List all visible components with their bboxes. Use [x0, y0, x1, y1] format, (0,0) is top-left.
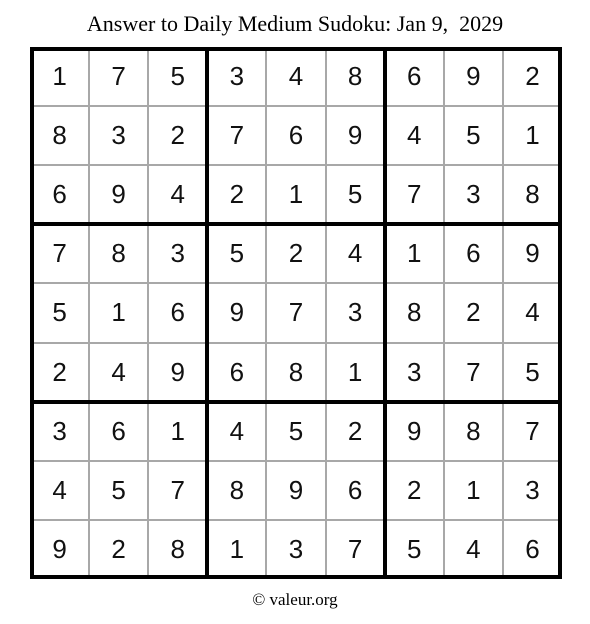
- sudoku-cell: 1: [288, 179, 304, 210]
- sudoku-cell: 6: [347, 474, 363, 505]
- sudoku-cell: 5: [288, 415, 304, 446]
- sudoku-cell: 9: [111, 179, 126, 210]
- grid-line-horizontal: [30, 342, 562, 344]
- sudoku-board: [30, 47, 562, 579]
- sudoku-cell: 7: [52, 238, 67, 269]
- sudoku-cell: 6: [288, 120, 304, 151]
- box-divider-horizontal: [30, 400, 562, 404]
- sudoku-cell: 2: [466, 297, 481, 328]
- box-divider-horizontal: [30, 575, 562, 579]
- sudoku-cell: 8: [406, 297, 422, 328]
- sudoku-cell: 2: [347, 415, 363, 446]
- grid-line-horizontal: [30, 460, 562, 462]
- grid-line-horizontal: [30, 105, 562, 107]
- grid-line-vertical: [502, 47, 504, 579]
- sudoku-cell: 5: [52, 297, 67, 328]
- sudoku-cell: 6: [466, 238, 481, 269]
- sudoku-cell: 3: [347, 297, 363, 328]
- sudoku-cell: 5: [347, 179, 363, 210]
- sudoku-cell: 6: [52, 179, 67, 210]
- sudoku-cell: 2: [288, 238, 304, 269]
- grid-line-vertical: [265, 47, 267, 579]
- sudoku-cell: 2: [406, 474, 422, 505]
- sudoku-cell: 7: [406, 179, 422, 210]
- box-divider-vertical: [205, 47, 209, 579]
- sudoku-cell: 3: [466, 179, 481, 210]
- sudoku-cell: 1: [406, 238, 422, 269]
- sudoku-cell: 1: [466, 474, 481, 505]
- sudoku-cell: 8: [170, 533, 185, 564]
- sudoku-cell: 4: [52, 474, 67, 505]
- grid-line-horizontal: [30, 164, 562, 166]
- box-divider-horizontal: [30, 222, 562, 226]
- sudoku-cell: 6: [525, 533, 540, 564]
- sudoku-cell: 2: [229, 179, 245, 210]
- sudoku-cell: 4: [347, 238, 363, 269]
- sudoku-cell: 4: [406, 120, 422, 151]
- sudoku-cell: 6: [111, 415, 126, 446]
- sudoku-cell: 4: [170, 179, 185, 210]
- grid-line-horizontal: [30, 519, 562, 521]
- sudoku-cell: 8: [525, 179, 540, 210]
- sudoku-cell: 7: [525, 415, 540, 446]
- sudoku-cell: 9: [525, 238, 540, 269]
- sudoku-cell: 6: [406, 61, 422, 92]
- sudoku-cell: 8: [288, 356, 304, 387]
- sudoku-cell: 9: [288, 474, 304, 505]
- sudoku-cell: 1: [229, 533, 245, 564]
- sudoku-cell: 2: [525, 61, 540, 92]
- sudoku-cell: 5: [111, 474, 126, 505]
- box-divider-vertical: [383, 47, 387, 579]
- grid-line-horizontal: [30, 282, 562, 284]
- sudoku-cell: 1: [347, 356, 363, 387]
- sudoku-cell: 9: [406, 415, 422, 446]
- sudoku-cell: 3: [288, 533, 304, 564]
- sudoku-cell: 9: [466, 61, 481, 92]
- sudoku-cell: 8: [52, 120, 67, 151]
- sudoku-cell: 3: [406, 356, 422, 387]
- box-divider-vertical: [30, 47, 34, 579]
- sudoku-cell: 1: [111, 297, 126, 328]
- sudoku-cell: 7: [466, 356, 481, 387]
- sudoku-cell: 2: [111, 533, 126, 564]
- sudoku-cell: 9: [52, 533, 67, 564]
- sudoku-cell: 4: [466, 533, 481, 564]
- sudoku-cell: 7: [170, 474, 185, 505]
- sudoku-cell: 3: [111, 120, 126, 151]
- sudoku-cell: 7: [229, 120, 245, 151]
- grid-line-vertical: [147, 47, 149, 579]
- sudoku-cell: 8: [229, 474, 245, 505]
- sudoku-cell: 3: [170, 238, 185, 269]
- sudoku-cell: 5: [229, 238, 245, 269]
- box-divider-horizontal: [30, 47, 562, 51]
- sudoku-cell: 1: [525, 120, 540, 151]
- grid-line-vertical: [325, 47, 327, 579]
- sudoku-cell: 9: [229, 297, 245, 328]
- grid-line-vertical: [88, 47, 90, 579]
- sudoku-cell: 1: [170, 415, 185, 446]
- sudoku-cell: 8: [466, 415, 481, 446]
- sudoku-cell: 4: [229, 415, 245, 446]
- sudoku-cell: 4: [288, 61, 304, 92]
- sudoku-cell: 7: [288, 297, 304, 328]
- sudoku-cell: 5: [406, 533, 422, 564]
- sudoku-cell: 5: [525, 356, 540, 387]
- page-title: Answer to Daily Medium Sudoku: Jan 9, 2029: [86, 11, 504, 36]
- sudoku-cell: 3: [229, 61, 245, 92]
- sudoku-cell: 4: [525, 297, 540, 328]
- footer-copyright: © valeur.org: [252, 590, 338, 609]
- sudoku-cell: 5: [170, 61, 185, 92]
- sudoku-cell: 3: [52, 415, 67, 446]
- box-divider-vertical: [558, 47, 562, 579]
- sudoku-cell: 9: [170, 356, 185, 387]
- sudoku-cell: 1: [52, 61, 67, 92]
- sudoku-cell: 4: [111, 356, 126, 387]
- grid-line-vertical: [443, 47, 445, 579]
- sudoku-cell: 2: [52, 356, 67, 387]
- sudoku-cell: 8: [347, 61, 363, 92]
- sudoku-cell: 6: [170, 297, 185, 328]
- sudoku-cell: 6: [229, 356, 245, 387]
- sudoku-cell: 3: [525, 474, 540, 505]
- sudoku-cell: 5: [466, 120, 481, 151]
- sudoku-cell: 2: [170, 120, 185, 151]
- sudoku-cell: 7: [347, 533, 363, 564]
- sudoku-cell: 8: [111, 238, 126, 269]
- sudoku-cell: 7: [111, 61, 126, 92]
- sudoku-cell: 9: [347, 120, 363, 151]
